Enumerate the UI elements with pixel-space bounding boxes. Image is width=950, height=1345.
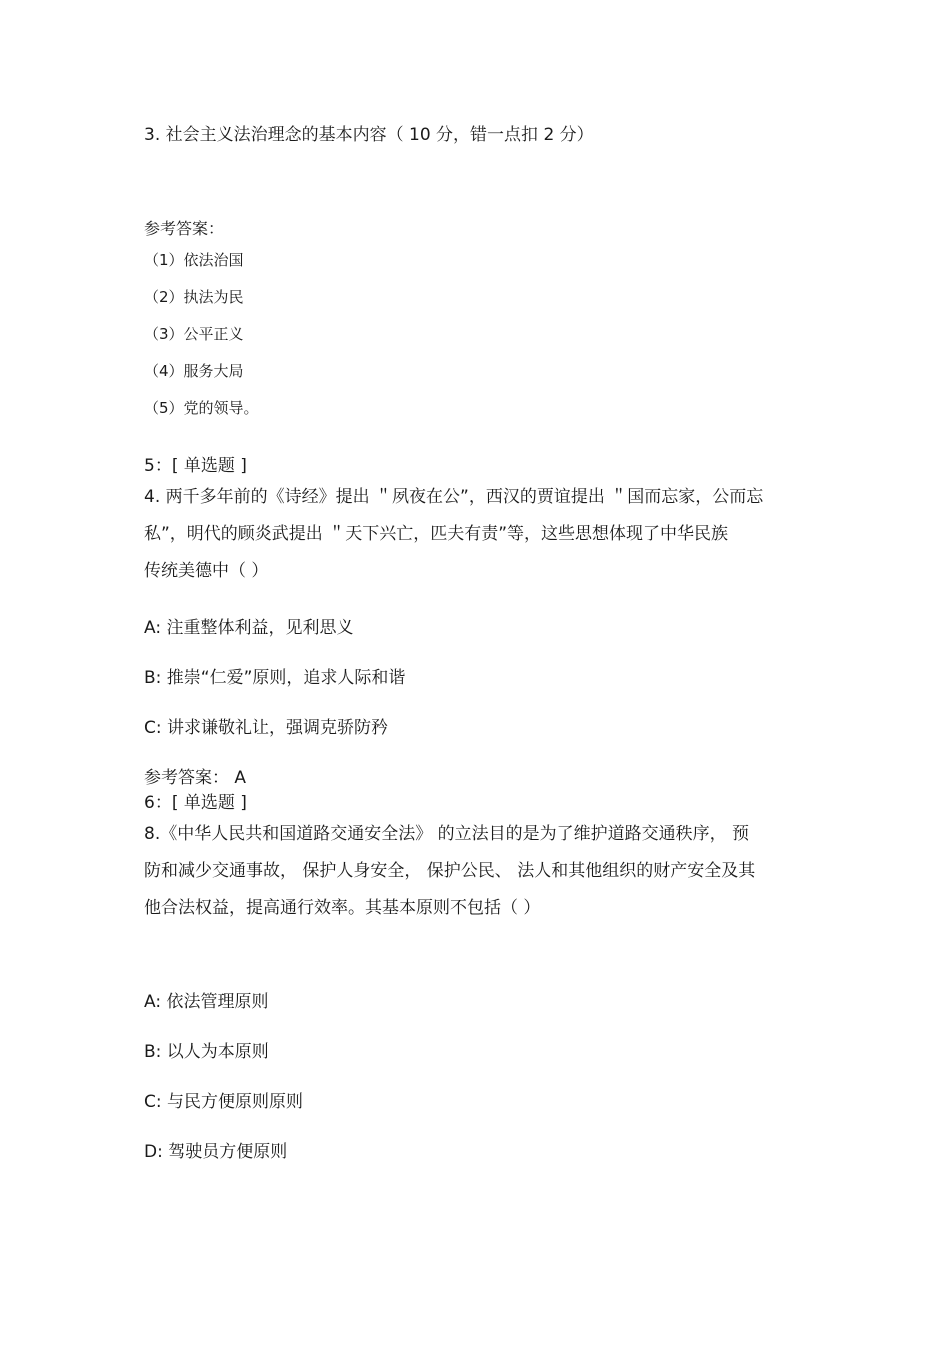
question-6-text-line: 8.《中华人民共和国道路交通安全法》 的立法目的是为了维护道路交通秩序， 预 bbox=[144, 824, 750, 844]
question-6-header: 6：[ 单选题 ] bbox=[144, 793, 247, 813]
option-d[interactable]: D: 驾驶员方便原则 bbox=[144, 1142, 288, 1162]
question-5-header: 5：[ 单选题 ] bbox=[144, 456, 247, 476]
option-c[interactable]: C: 讲求谦敬礼让，强调克骄防矜 bbox=[144, 718, 389, 738]
question-5-text-line: 私”，明代的顾炎武提出 ＂天下兴亡，匹夫有责”等，这些思想体现了中华民族 bbox=[144, 524, 729, 544]
answer-item: （3）公平正义 bbox=[144, 325, 244, 343]
question-5-text-line: 传统美德中（ ） bbox=[144, 561, 269, 581]
question-6-text-line: 他合法权益，提高通行效率。其基本原则不包括（ ） bbox=[144, 898, 541, 918]
question-6-text-line: 防和减少交通事故， 保护人身安全， 保护公民、 法人和其他组织的财产安全及其 bbox=[144, 861, 756, 881]
option-b[interactable]: B: 推崇“仁爱”原则，追求人际和谐 bbox=[144, 668, 406, 688]
answer-label: 参考答案： bbox=[144, 219, 225, 238]
answer-item: （1）依法治国 bbox=[144, 251, 244, 269]
option-a[interactable]: A: 依法管理原则 bbox=[144, 992, 269, 1012]
question-3-title: 3. 社会主义法治理念的基本内容（ 10 分，错一点扣 2 分） bbox=[144, 125, 594, 145]
option-c[interactable]: C: 与民方便原则原则 bbox=[144, 1092, 304, 1112]
answer-item: （2）执法为民 bbox=[144, 288, 244, 306]
answer-item: （5）党的领导。 bbox=[144, 399, 259, 417]
reference-answer: 参考答案： A bbox=[144, 768, 247, 788]
option-a[interactable]: A: 注重整体利益，见利思义 bbox=[144, 618, 354, 638]
answer-item: （4）服务大局 bbox=[144, 362, 244, 380]
question-5-text-line: 4. 两千多年前的《诗经》提出 ＂夙夜在公”，西汉的贾谊提出 ＂国而忘家，公而忘 bbox=[144, 487, 764, 507]
option-b[interactable]: B: 以人为本原则 bbox=[144, 1042, 269, 1062]
